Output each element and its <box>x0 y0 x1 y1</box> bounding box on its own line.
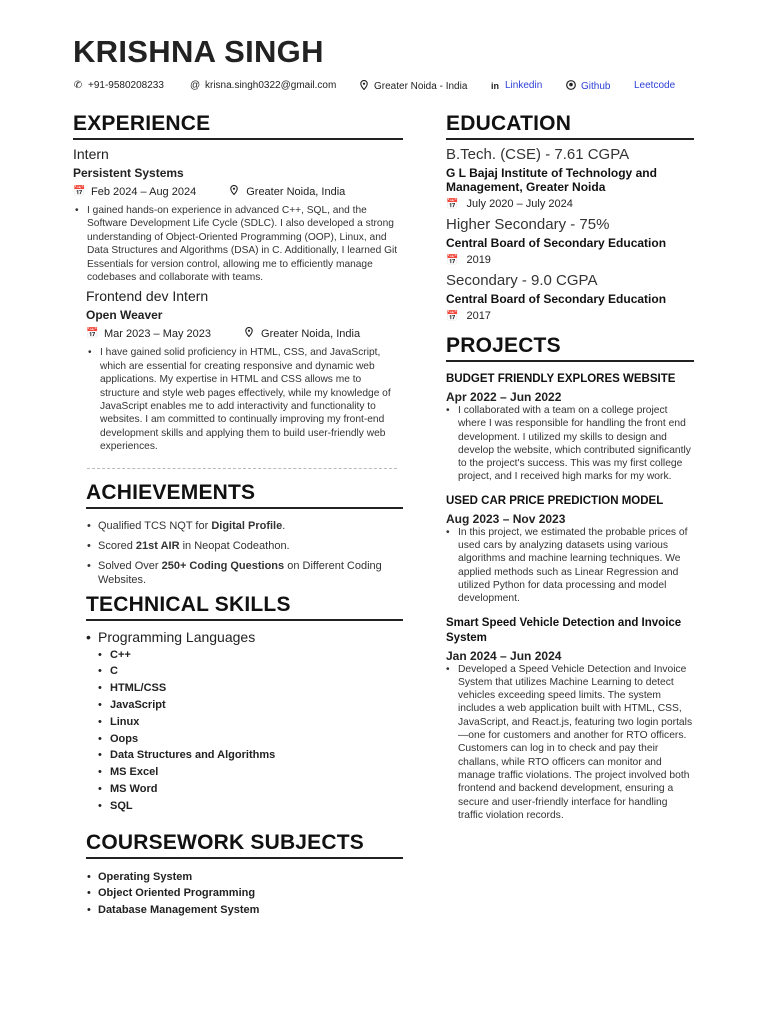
linkedin-link[interactable]: Linkedin <box>505 80 543 91</box>
contact-email[interactable] <box>190 80 336 91</box>
edu-dates: 📅 2017 <box>446 310 491 322</box>
job-location: Greater Noida, India <box>246 185 346 198</box>
job-entry <box>73 146 403 284</box>
achievement-item: • Solved Over 250+ Coding Questions on Different Coding Websites. <box>98 559 403 587</box>
left-column <box>73 112 403 919</box>
education-entry <box>446 272 694 322</box>
coursework-item: • Database Management System <box>98 902 403 919</box>
coursework-item: • Operating System <box>98 869 403 886</box>
project-title: BUDGET FRIENDLY EXPLORES WEBSITE <box>446 373 676 385</box>
contact-linkedin[interactable] <box>490 80 542 91</box>
contact-github[interactable] <box>566 80 610 93</box>
map-pin-icon <box>228 185 240 198</box>
skill-item: • Data Structures and Algorithms <box>110 747 403 764</box>
at-icon: @ <box>190 80 201 91</box>
job-description: • I have gained solid proficiency in HTML, CSS, and JavaScript, which are essential for creating responsive and dynamic web applications. My expertise in HTML and CSS allows me to structure and style web pages effectively, while my knowledge of JavaScript enables me to add interactivity and functionality to websites. I am committed to continually improving my front-end development skills and applying them to build user-friendly web experiences. <box>100 346 403 453</box>
edu-institution: Central Board of Secondary Education <box>446 292 667 306</box>
education-heading: EDUCATION <box>446 112 694 140</box>
contact-location <box>359 80 467 93</box>
project-entry <box>446 372 694 484</box>
education-entry <box>446 216 694 266</box>
achievements-section <box>86 481 403 587</box>
project-title: Smart Speed Vehicle Detection and Invoice System <box>446 616 682 644</box>
email-text[interactable]: krisna.singh0322@gmail.com <box>205 80 337 91</box>
contact-bar <box>73 80 713 96</box>
phone-text: +91-9580208233 <box>88 80 164 91</box>
map-pin-icon <box>359 80 369 93</box>
edu-dates: 📅 2019 <box>446 254 491 266</box>
skills-section <box>86 593 403 815</box>
achievement-item: • Scored 21st AIR in Neopat Codeathon. <box>98 539 403 553</box>
skill-item: • HTML/CSS <box>110 680 403 697</box>
edu-degree: Higher Secondary - 75% <box>446 216 610 233</box>
project-entry <box>446 494 694 606</box>
projects-heading: PROJECTS <box>446 334 694 362</box>
job-company: Persistent Systems <box>73 166 184 180</box>
edu-dates: 📅 July 2020 – July 2024 <box>446 198 573 210</box>
calendar-icon: 📅 <box>446 254 459 266</box>
job-role: Intern <box>73 146 109 162</box>
skill-item: • C++ <box>110 647 403 664</box>
project-entry <box>446 616 694 823</box>
right-column <box>446 112 694 822</box>
skill-category: • Programming Languages <box>86 629 403 645</box>
job-meta <box>86 327 403 340</box>
project-dates: Jan 2024 – Jun 2024 <box>446 648 562 663</box>
calendar-icon: 📅 <box>73 186 86 197</box>
job-dates: Mar 2023 – May 2023 <box>104 327 212 340</box>
job-dates: Feb 2024 – Aug 2024 <box>91 185 197 198</box>
phone-icon: ✆ <box>73 80 83 91</box>
location-text: Greater Noida - India <box>374 81 468 92</box>
calendar-icon: 📅 <box>446 198 459 210</box>
education-entry <box>446 146 694 210</box>
coursework-section <box>86 831 403 919</box>
edu-degree: B.Tech. (CSE) - 7.61 CGPA <box>446 146 630 163</box>
skill-item: • Linux <box>110 714 403 731</box>
project-description: • Developed a Speed Vehicle Detection and Invoice System that utilizes Machine Learning to detect vehicles exceeding speed limits. The system includes a web application built with HTML, CSS, JavaScript, and React.js, featuring two login portals—one for customers and another for RTO officers. Customers can log in to check and pay their challans, while RTO officers can monitor and manage traffic violations. The project involved both frontend and backend development, ensuring a secure and user-friendly interface for handling traffic violation records. <box>458 663 694 823</box>
calendar-icon: 📅 <box>86 328 99 340</box>
github-link[interactable]: Github <box>581 81 611 92</box>
contact-phone <box>73 80 164 91</box>
edu-institution: G L Bajaj Institute of Technology and Management, Greater Noida <box>446 166 657 194</box>
divider <box>87 468 397 469</box>
skill-item: • MS Excel <box>110 764 403 781</box>
leetcode-link[interactable]: Leetcode <box>634 80 676 91</box>
project-dates: Apr 2022 – Jun 2022 <box>446 390 562 404</box>
project-dates: Aug 2023 – Nov 2023 <box>446 511 566 526</box>
project-title: USED CAR PRICE PREDICTION MODEL <box>446 494 664 507</box>
job-role: Frontend dev Intern <box>86 288 209 305</box>
skill-item: • C <box>110 663 403 680</box>
skill-item: • Oops <box>110 731 403 748</box>
achievement-item: • Qualified TCS NQT for Digital Profile. <box>98 519 403 533</box>
skill-item: • MS Word <box>110 781 403 798</box>
edu-institution: Central Board of Secondary Education <box>446 236 667 250</box>
skills-heading: TECHNICAL SKILLS <box>86 593 403 621</box>
coursework-heading: COURSEWORK SUBJECTS <box>86 831 403 859</box>
resume-name: KRISHNA SINGH <box>73 34 324 69</box>
linkedin-icon: in <box>491 80 499 91</box>
skill-item: • SQL <box>110 798 403 815</box>
job-entry <box>86 288 403 453</box>
calendar-icon: 📅 <box>446 310 459 322</box>
coursework-item: • Object Oriented Programming <box>98 885 403 902</box>
job-company: Open Weaver <box>86 308 163 323</box>
edu-degree: Secondary - 9.0 CGPA <box>446 272 598 289</box>
job-description: • I gained hands-on experience in advanced C++, SQL, and the Software Development Life Cycle (SDLC). I also developed a strong understanding of Object-Oriented Programming (OOP), Linux, and Data Structures and Algorithms (DSA) in C. Additionally, I learned Git Essentials for version control, allowing me to efficiently manage codebases and collaborate with teams. <box>87 204 403 284</box>
project-description: • I collaborated with a team on a college project where I was responsible for handling the front end development. I utilized my skills to design and develop the website, which contributed significantly to the project's success. This was my first college project, and I received high marks for my work. <box>458 404 694 484</box>
project-description: • In this project, we estimated the probable prices of used cars by analyzing datasets using various algorithms and machine learning techniques. We applied methods such as Linear Regression and utilized Python for data processing and model development. <box>458 526 694 606</box>
contact-leetcode[interactable] <box>634 80 675 91</box>
achievements-heading: ACHIEVEMENTS <box>86 481 403 509</box>
job-location: Greater Noida, India <box>261 327 361 340</box>
experience-heading: EXPERIENCE <box>73 112 403 140</box>
skill-item: • JavaScript <box>110 697 403 714</box>
job-meta <box>73 185 403 198</box>
github-icon <box>566 80 576 93</box>
map-pin-icon <box>243 327 255 340</box>
